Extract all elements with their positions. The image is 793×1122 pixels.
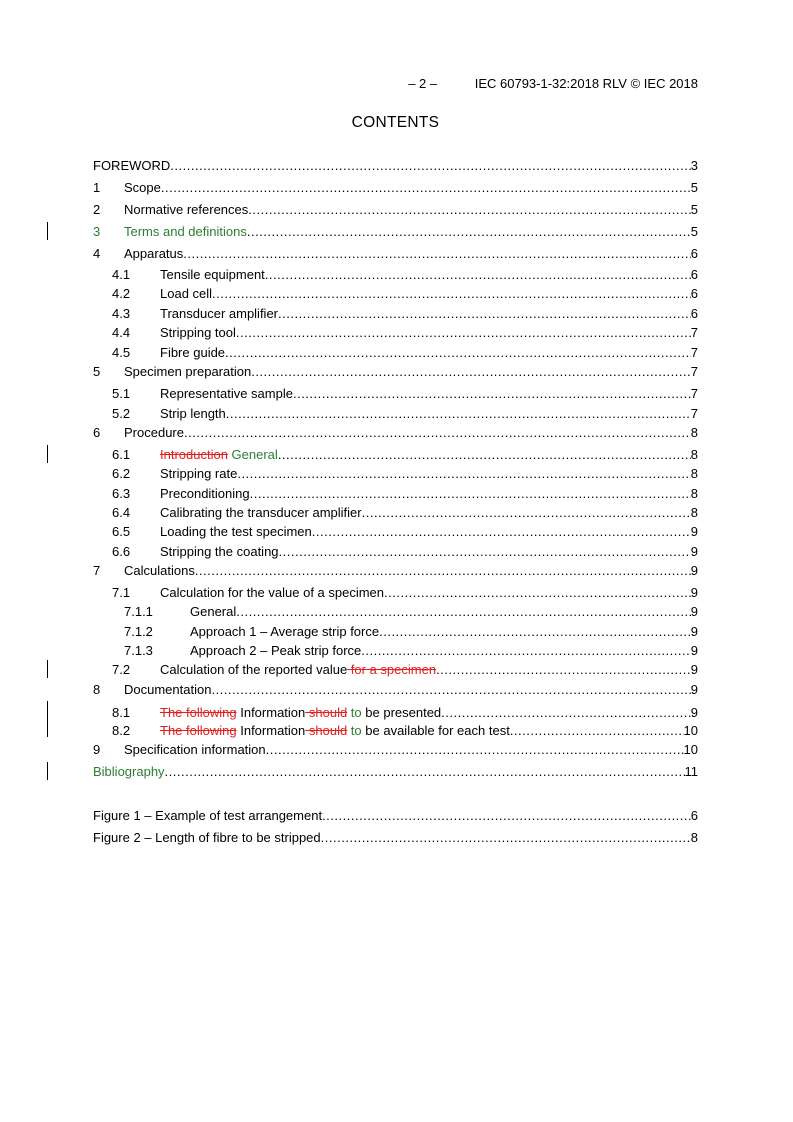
- toc-entry[interactable]: [93, 267, 698, 283]
- dot-leader: [441, 705, 691, 721]
- dot-leader: [184, 425, 691, 441]
- toc-entry-number: 7.1.3: [124, 643, 153, 658]
- dot-leader: [161, 180, 691, 196]
- page-number: – 2 –: [408, 76, 438, 91]
- toc-entry[interactable]: [93, 643, 698, 659]
- toc-entry-label: [160, 723, 510, 739]
- toc-entry-number: 2: [93, 202, 101, 217]
- dot-leader: [379, 624, 691, 640]
- toc-entry[interactable]: [93, 180, 698, 196]
- toc-entry[interactable]: [93, 764, 698, 780]
- dot-leader: [165, 764, 685, 780]
- revision-change-bar: [47, 762, 48, 780]
- dot-leader: [279, 544, 691, 560]
- deleted-text: The following: [160, 705, 237, 720]
- dot-leader: [266, 742, 684, 758]
- toc-entry[interactable]: [93, 486, 698, 502]
- toc-entry-number: 4.3: [112, 306, 131, 321]
- toc-entry-label: [160, 447, 278, 463]
- toc-entry-label: [160, 705, 441, 721]
- dot-leader: [265, 267, 691, 283]
- deleted-text: should: [305, 723, 348, 738]
- dot-leader: [436, 662, 691, 678]
- toc-entry-page: 7: [690, 345, 698, 360]
- toc-entry-number: 6.4: [112, 505, 131, 520]
- toc-entry-page: 9: [690, 585, 698, 600]
- dot-leader: [361, 643, 691, 659]
- toc-entry-page: 7: [690, 406, 698, 421]
- dot-leader: [278, 447, 691, 463]
- toc-entry[interactable]: [93, 224, 698, 240]
- toc-entry-page: 8: [690, 447, 698, 462]
- toc-entry-label: Approach 2 – Peak strip force: [190, 643, 362, 658]
- dot-leader: [321, 830, 691, 846]
- toc-entry[interactable]: [93, 425, 698, 441]
- toc-entry[interactable]: [93, 563, 698, 579]
- toc-entry[interactable]: [93, 364, 698, 380]
- label-text: Information: [236, 705, 306, 720]
- toc-entry-page: 3: [690, 158, 698, 173]
- toc-entry[interactable]: [93, 202, 698, 218]
- label-text: be presented: [361, 705, 442, 720]
- toc-entry-page: 6: [690, 808, 698, 823]
- toc-entry-page: 10: [683, 742, 698, 757]
- toc-entry-page: 7: [690, 364, 698, 379]
- toc-entry-page: 11: [684, 764, 698, 779]
- toc-entry-label: Preconditioning: [160, 486, 250, 501]
- toc-entry-number: 1: [93, 180, 101, 195]
- toc-entry-number: 8.1: [112, 705, 131, 720]
- toc-entry-label: Fibre guide: [160, 345, 226, 360]
- toc-entry-label: Documentation: [124, 682, 212, 697]
- toc-entry[interactable]: [93, 406, 698, 422]
- toc-entry-page: 9: [690, 524, 698, 539]
- toc-entry[interactable]: [93, 604, 698, 620]
- dot-leader: [236, 604, 691, 620]
- toc-entry-label: Calculations: [124, 563, 195, 578]
- toc-entry[interactable]: [93, 447, 698, 463]
- toc-entry[interactable]: [93, 246, 698, 262]
- toc-entry-label: Procedure: [124, 425, 184, 440]
- inserted-text: to: [347, 723, 362, 738]
- toc-entry-label: Apparatus: [124, 246, 184, 261]
- toc-entry[interactable]: [93, 466, 698, 482]
- revision-change-bar: [47, 660, 48, 678]
- inserted-text: General: [227, 447, 278, 462]
- dot-leader: [247, 224, 691, 240]
- dot-leader: [312, 524, 691, 540]
- dot-leader: [237, 466, 690, 482]
- toc-entry-page: 8: [690, 486, 698, 501]
- toc-entry-label: FOREWORD: [93, 158, 171, 173]
- label-text: Calculation of the reported value: [160, 662, 348, 677]
- toc-entry-label: Calculation for the value of a specimen: [160, 585, 385, 600]
- dot-leader: [170, 158, 690, 174]
- dot-leader: [278, 306, 691, 322]
- toc-entry-label: Transducer amplifier: [160, 306, 279, 321]
- toc-entry-page: 8: [690, 830, 698, 845]
- dot-leader: [195, 563, 691, 579]
- toc-entry-number: 9: [93, 742, 101, 757]
- toc-entry-page: 5: [690, 180, 698, 195]
- toc-entry-label: Loading the test specimen: [160, 524, 312, 539]
- dot-leader: [250, 486, 691, 502]
- toc-entry-label: Stripping tool: [160, 325, 236, 340]
- toc-entry-label: Normative references: [124, 202, 249, 217]
- toc-entry[interactable]: [93, 345, 698, 361]
- dot-leader: [510, 723, 684, 739]
- toc-entry-label: General: [190, 604, 237, 619]
- toc-entry-number: 6: [93, 425, 101, 440]
- toc-entry-label: Tensile equipment: [160, 267, 265, 282]
- dot-leader: [212, 286, 691, 302]
- toc-entry-label: Strip length: [160, 406, 226, 421]
- toc-entry[interactable]: [93, 505, 698, 521]
- toc-entry-page: 8: [690, 466, 698, 481]
- toc-entry[interactable]: [93, 624, 698, 640]
- toc-entry-number: 7.1.1: [124, 604, 153, 619]
- toc-entry-number: 7.1: [112, 585, 131, 600]
- page-title: CONTENTS: [351, 114, 440, 131]
- dot-leader: [293, 386, 691, 402]
- toc-entry-page: 9: [690, 643, 698, 658]
- toc-entry-number: 7.1.2: [124, 624, 153, 639]
- deleted-text: for a specimen: [347, 662, 437, 677]
- toc-entry-number: 8: [93, 682, 101, 697]
- toc-entry-page: 9: [690, 624, 698, 639]
- toc-entry-label: Terms and definitions: [124, 224, 247, 239]
- toc-entry-page: 7: [690, 386, 698, 401]
- toc-entry-page: 9: [690, 544, 698, 559]
- toc-entry-number: 5: [93, 364, 101, 379]
- toc-entry-label: Approach 1 – Average strip force: [190, 624, 380, 639]
- dot-leader: [248, 202, 690, 218]
- toc-entry-number: 5.2: [112, 406, 131, 421]
- toc-entry-page: 9: [690, 604, 698, 619]
- revision-change-bar: [47, 701, 48, 719]
- label-text: Information: [236, 723, 306, 738]
- toc-entry[interactable]: [93, 808, 698, 824]
- toc-entry-number: 4.2: [112, 286, 131, 301]
- toc-entry-page: 5: [690, 202, 698, 217]
- toc-entry-label: Specimen preparation: [124, 364, 252, 379]
- label-text: be available for each test: [361, 723, 510, 738]
- toc-entry-number: 7.2: [112, 662, 131, 677]
- dot-leader: [322, 808, 691, 824]
- toc-entry[interactable]: [93, 830, 698, 846]
- toc-entry-page: 5: [690, 224, 698, 239]
- toc-entry-number: 6.6: [112, 544, 131, 559]
- revision-change-bar: [47, 445, 48, 463]
- toc-entry-label: Load cell: [160, 286, 213, 301]
- toc-entry-number: 6.2: [112, 466, 131, 481]
- toc-entry-number: 5.1: [112, 386, 131, 401]
- dot-leader: [251, 364, 691, 380]
- toc-entry[interactable]: [93, 585, 698, 601]
- toc-entry[interactable]: [93, 306, 698, 322]
- toc-entry-page: 10: [683, 723, 698, 738]
- toc-entry[interactable]: [93, 386, 698, 402]
- dot-leader: [183, 246, 691, 262]
- toc-entry-label: [160, 662, 436, 678]
- toc-entry-page: 6: [690, 306, 698, 321]
- toc-entry-number: 6.5: [112, 524, 131, 539]
- toc-entry[interactable]: [93, 286, 698, 302]
- deleted-text: Introduction: [160, 447, 228, 462]
- toc-entry-number: 6.3: [112, 486, 131, 501]
- toc-entry[interactable]: [93, 524, 698, 540]
- dot-leader: [211, 682, 690, 698]
- toc-entry-page: 8: [690, 425, 698, 440]
- toc-entry-label: Representative sample: [160, 386, 293, 401]
- dot-leader: [236, 325, 691, 341]
- toc-entry-number: 8.2: [112, 723, 131, 738]
- toc-entry-label: Figure 2 – Length of fibre to be stripped: [93, 830, 321, 845]
- deleted-text: should: [305, 705, 348, 720]
- toc-entry-page: 6: [690, 246, 698, 261]
- toc-entry-number: 7: [93, 563, 101, 578]
- toc-entry-page: 7: [690, 325, 698, 340]
- toc-entry-page: 9: [690, 705, 698, 720]
- toc-entry-label: Scope: [124, 180, 161, 195]
- deleted-text: The following: [160, 723, 237, 738]
- toc-entry-number: 4.1: [112, 267, 131, 282]
- toc-entry-label: Figure 1 – Example of test arrangement: [93, 808, 323, 823]
- toc-entry-page: 8: [690, 505, 698, 520]
- dot-leader: [362, 505, 691, 521]
- dot-leader: [384, 585, 691, 601]
- toc-entry[interactable]: [93, 325, 698, 341]
- toc-entry[interactable]: [93, 544, 698, 560]
- toc-entry[interactable]: [93, 158, 698, 174]
- toc-entry[interactable]: [93, 682, 698, 698]
- inserted-text: to: [347, 705, 362, 720]
- toc-entry-number: 4: [93, 246, 101, 261]
- toc-entry-page: 9: [690, 662, 698, 677]
- toc-entry[interactable]: [93, 662, 698, 678]
- dot-leader: [225, 345, 691, 361]
- toc-entry-number: 4.5: [112, 345, 131, 360]
- revision-change-bar: [47, 222, 48, 240]
- toc-entry-number: 3: [93, 224, 101, 239]
- toc-entry-number: 4.4: [112, 325, 131, 340]
- toc-entry[interactable]: [93, 742, 698, 758]
- document-id: IEC 60793-1-32:2018 RLV © IEC 2018: [474, 76, 698, 91]
- toc-entry-label: Stripping the coating: [160, 544, 279, 559]
- toc-entry-label: Stripping rate: [160, 466, 238, 481]
- dot-leader: [226, 406, 691, 422]
- toc-entry-label: Specification information: [124, 742, 266, 757]
- toc-entry-page: 6: [690, 267, 698, 282]
- toc-entry[interactable]: [93, 723, 698, 739]
- toc-entry-page: 9: [690, 563, 698, 578]
- toc-entry-label: Bibliography: [93, 764, 165, 779]
- toc-entry-page: 6: [690, 286, 698, 301]
- page-header: [93, 76, 698, 91]
- toc-entry-page: 9: [690, 682, 698, 697]
- toc-entry-label: Calibrating the transducer amplifier: [160, 505, 362, 520]
- toc-entry-number: 6.1: [112, 447, 131, 462]
- revision-change-bar: [47, 719, 48, 737]
- toc-entry[interactable]: [93, 705, 698, 721]
